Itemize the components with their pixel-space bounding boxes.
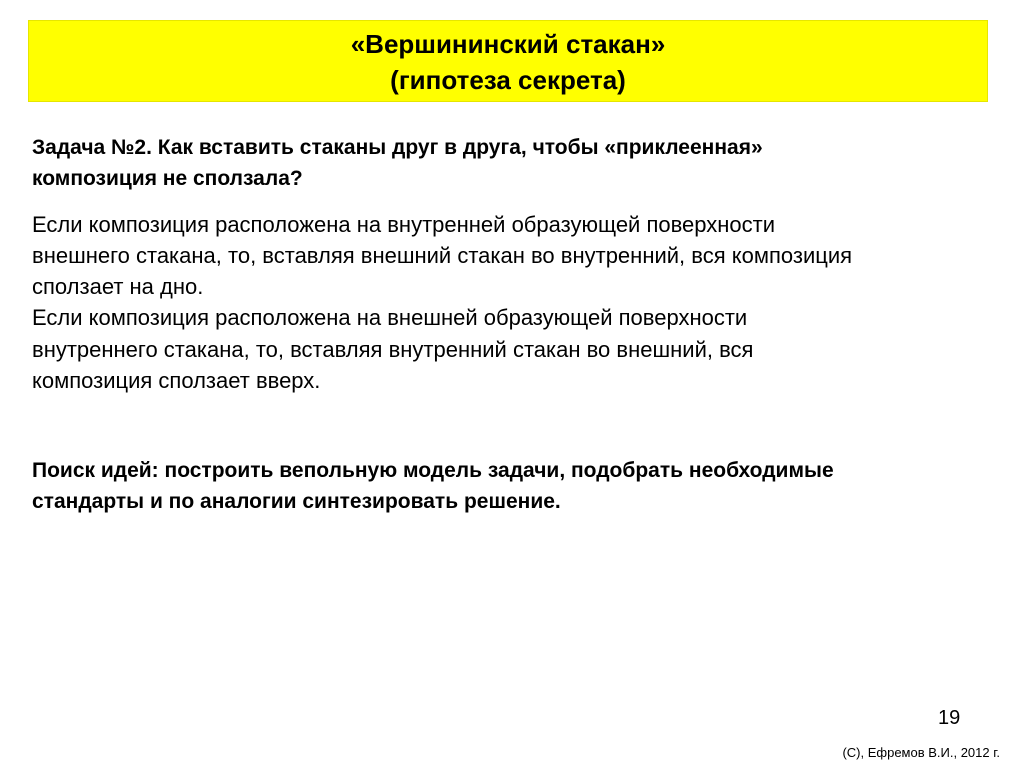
body-line: сползает на дно. [32,274,204,299]
body-line: внутреннего стакана, то, вставляя внутренний стакан во внешний, вся [32,337,754,362]
task-line-1: Задача №2. Как вставить стаканы друг в друга, чтобы «приклеенная» [32,136,763,159]
body-line: внешнего стакана, то, вставляя внешний стакан во внутренний, вся композиция [32,243,853,268]
body-line: Если композиция расположена на внутренней образующей поверхности [32,212,776,237]
copyright-notice: (С), Ефремов В.И., 2012 г. [842,745,1000,760]
page-number: 19 [938,707,961,729]
slide-title: «Вершининский стакан» [350,29,666,59]
idea-line-1: Поиск идей: построить вепольную модель задачи, подобрать необходимые [32,459,834,482]
body-line: композиция сползает вверх. [32,368,321,393]
task-line-2: композиция не сползала? [32,167,303,190]
slide-subtitle: (гипотеза секрета) [390,65,626,95]
idea-line-2: стандарты и по аналогии синтезировать решение. [32,490,561,513]
slide-title-banner [28,20,988,102]
body-line: Если композиция расположена на внешней образующей поверхности [32,305,748,330]
